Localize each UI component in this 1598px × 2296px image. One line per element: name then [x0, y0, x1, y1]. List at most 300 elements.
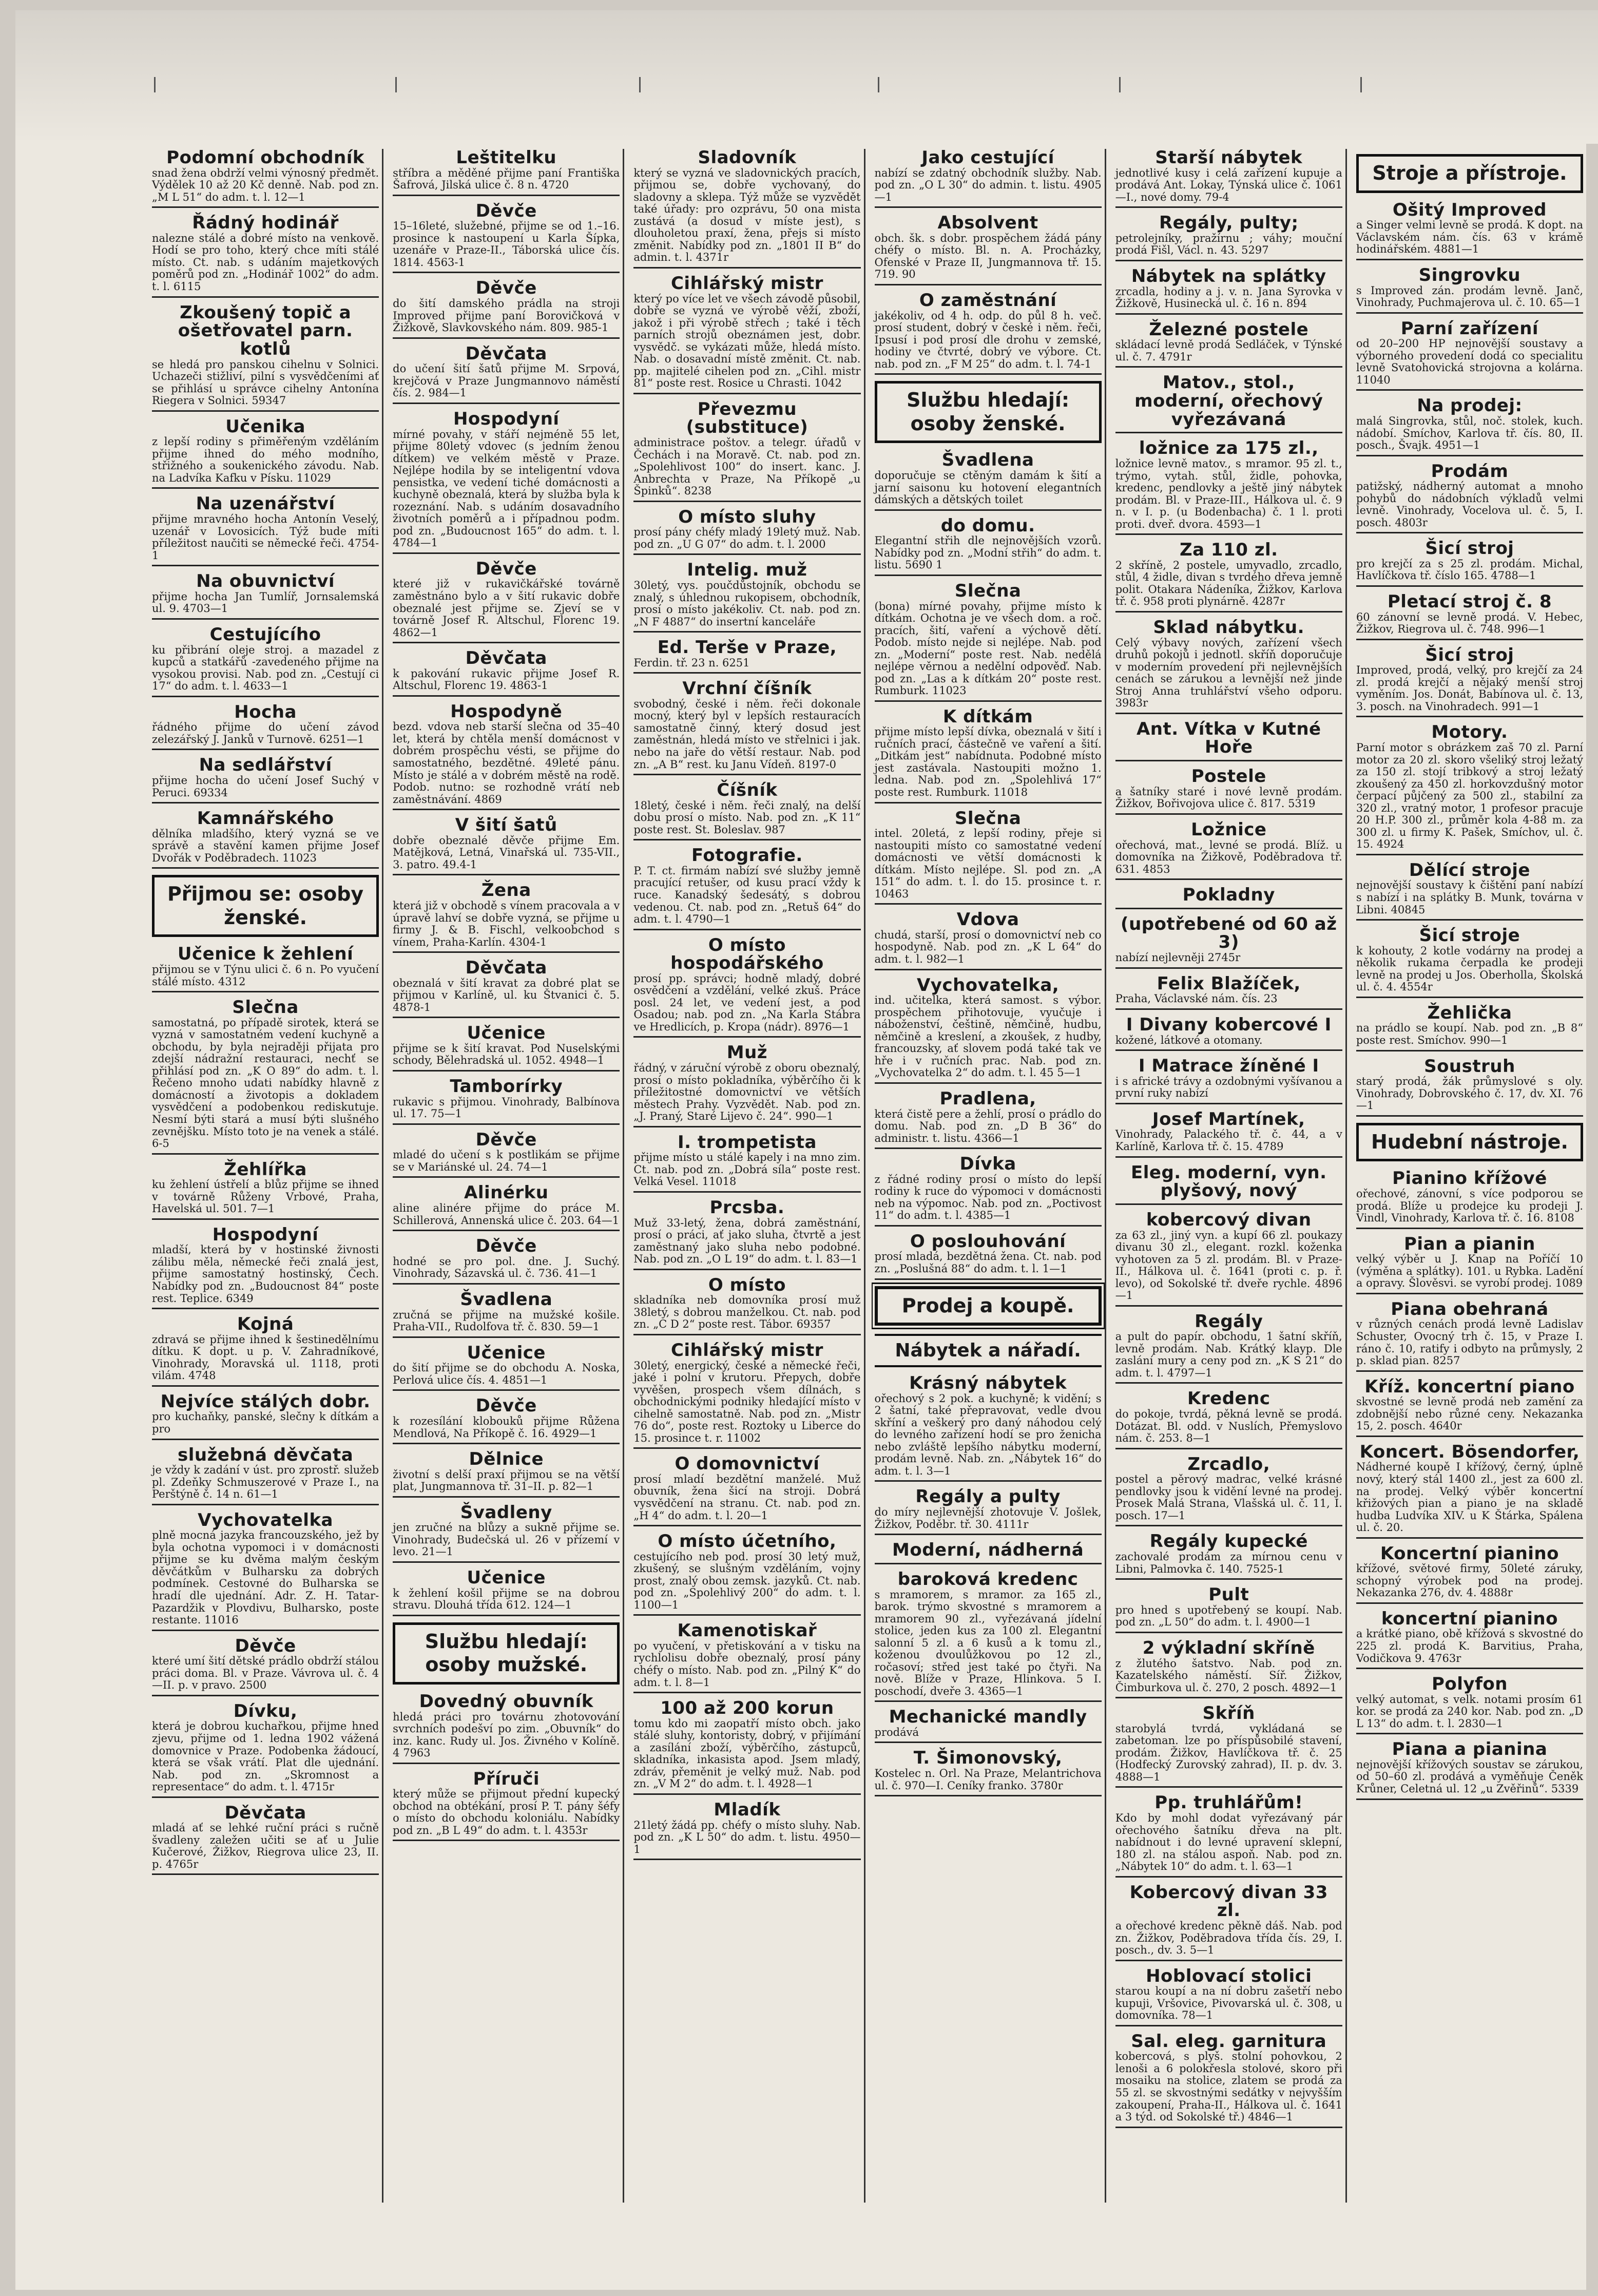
ad-text: malá Singrovka, stůl, noč. stolek, kuch. nádobí. Smíchov, Karlova tř. čís. 80, II. posch., Švajk. 4951—1	[1356, 414, 1584, 452]
ad-heading: Hospodyní	[212, 1224, 319, 1245]
ad-text: obeznalá v šití kravat za dobré plat se přijmou v Karlíně, ul. ku Štvanici č. 5. 4878-1	[393, 977, 620, 1013]
ad-heading: Postele	[1191, 766, 1266, 787]
classified-ad	[152, 495, 379, 566]
ad-text: po vyučení, v přetiskování a v tisku na rychlolisu dobře obeznalý, prosí pány chéfy o místo. Nab. pod zn. „Pilný K“ do adm. t. l. 8—1	[633, 1639, 861, 1689]
classified-ad	[393, 1397, 620, 1444]
column-6	[1353, 149, 1586, 2203]
ad-divider	[1356, 455, 1583, 456]
ad-heading: Kobercový divan 33 zl.	[1129, 1882, 1328, 1921]
classified-ad	[875, 1541, 1102, 1564]
classified-ad	[152, 626, 379, 697]
classified-ad	[152, 1161, 379, 1220]
ad-divider	[1356, 1370, 1583, 1372]
ad-divider	[152, 867, 379, 869]
ad-text: a krátké piano, obě křížová s skvostné do 225 zl. prodá K. Barvitius, Praha, Vodičkova 9. 4763r	[1356, 1628, 1584, 1664]
ad-divider	[875, 1082, 1102, 1084]
classified-ad	[1115, 768, 1342, 815]
classified-columns	[149, 149, 1586, 2203]
section-header-box: Hudební nástroje.	[1356, 1123, 1583, 1162]
ad-text: která čistě pere a žehlí, prosí o prádlo do domu. Nab. pod zn. „D B 36“ do administr. t. listu. 4366—1	[874, 1107, 1102, 1144]
ad-divider	[1115, 967, 1342, 969]
ad-divider	[1115, 713, 1342, 714]
classified-ad	[1115, 149, 1342, 208]
ad-divider	[393, 695, 620, 697]
classified-ad	[1115, 720, 1342, 761]
ad-divider	[1115, 260, 1342, 261]
classified-ad	[393, 345, 620, 404]
ad-heading: Kojná	[237, 1314, 294, 1335]
ad-heading: Singrovku	[1418, 264, 1521, 285]
ad-text: svobodný, české i něm. řeči dokonale mocný, který byl v lepších restauracích samostatně činný, který dosud jest zaměstnán, hledá místo ve střelnici i jak. nebo na jaře do větší restaur. Nab. pod zn. „A B“ rest. ku Janu Vídeň. 8197-0	[633, 697, 861, 771]
ad-divider	[1356, 639, 1583, 640]
classified-ad	[152, 418, 379, 489]
classified-ad	[152, 1804, 379, 1876]
ad-text: Elegantní střih dle nejnovějších vzorů. Nabídky pod zn. „Modní střih“ do adm. t. listu. 5690 1	[874, 534, 1102, 571]
ad-divider	[393, 1123, 620, 1125]
section-header-box: Prodej a koupě.	[875, 1286, 1102, 1326]
ad-divider	[875, 373, 1102, 375]
ad-heading: Nábytek na splátky	[1131, 265, 1326, 286]
ad-divider	[633, 1692, 860, 1693]
ad-heading: Regály a pulty	[915, 1486, 1061, 1507]
ad-heading: Cihlářský mistr	[670, 1340, 823, 1361]
ad-heading: Na uzenářství	[196, 493, 335, 514]
classified-ad	[393, 1131, 620, 1178]
ad-text: jen zručné na blůzy a sukně přijme se. Vinohrady, Budečská ul. 26 v přízemí v levo. 21—1	[393, 1521, 620, 1558]
section-banner: Nábytek a nářadí.	[875, 1334, 1102, 1367]
classified-ad	[1115, 1211, 1342, 1307]
classified-ad	[875, 1090, 1102, 1149]
classified-ad	[1115, 1390, 1342, 1449]
classified-ad	[152, 1226, 379, 1309]
ad-heading: O poslouhování	[910, 1231, 1066, 1252]
ad-heading: Žena	[481, 880, 531, 901]
ad-divider	[633, 501, 860, 502]
ad-heading: Koncert. Bösendorfer,	[1359, 1441, 1580, 1462]
ad-divider	[875, 969, 1102, 970]
ad-text: velký automat, s velk. notami prosím 61 kor. se prodá za 240 kor. Nab. pod zn. „D L 13“ do adm. t. l. 2830—1	[1356, 1693, 1584, 1730]
ad-text: intel. 20letá, z lepší rodiny, přeje si nastoupiti místo co samostatné vedení domácnosti ve větší domácnosti k dítkám. Místo nejlépe. Sl. pod zn. „A 151“ do adm. t. l. do 15. prosince t. r. 10463	[874, 827, 1102, 900]
ad-text: přijme se k šití kravat. Pod Nuselskými schody, Bělehradská ul. 1052. 4948—1	[393, 1042, 620, 1067]
ad-text: administrace poštov. a telegr. úřadů v Čechách i na Moravě. Ct. nab. pod zn. „Spolehlivost 100“ do insert. kanc. J. Anbrechta v Praze, Na Příkopě „u Špinků“. 8238	[633, 436, 861, 498]
ad-heading: Švadlena	[460, 1289, 553, 1310]
classified-ad	[393, 959, 620, 1018]
ad-divider	[393, 1840, 620, 1841]
ad-text: od 20–200 HP nejnovější soustavy a výborného provedení dodá co specialitu levně Svatohovická strojovna a kolárna. 11040	[1356, 337, 1584, 386]
classified-ad	[1356, 1170, 1583, 1229]
classified-ad	[1115, 886, 1342, 909]
classified-ad	[152, 945, 379, 992]
ad-heading: služebná děvčata	[178, 1444, 354, 1465]
ad-divider	[875, 1225, 1102, 1227]
classified-ad	[393, 1344, 620, 1391]
ad-text: jakékoliv, od 4 h. odp. do půl 8 h. več. prosí student, dobrý v české i něm. řeči, Ipsusí i pod prosí dle drohu v zemské, hodiny ve čtvrté, dobrý ve výbore. Ct. nab. pod zn. „F M 25“ do adm. t. l. 74-1	[874, 309, 1102, 370]
ad-text: křížové, světové firmy, 50leté záruky, schopný výrobek pod na prodej. Nekazanka 276, dv. 4. 4888r	[1356, 1562, 1584, 1599]
ad-text: ořechové, zánovní, s více podporou se prodá. Blíže u prodejce ku prodeji J. Vindl, Vinohrady, Karlova tř. č. 16. 8108	[1356, 1188, 1584, 1224]
ad-divider	[1356, 1115, 1583, 1117]
ad-divider	[1115, 1448, 1342, 1449]
ad-heading: Hospodyní	[453, 408, 560, 429]
classified-ad	[1115, 214, 1342, 261]
ad-divider	[152, 1504, 379, 1505]
classified-ad	[152, 1315, 379, 1387]
ad-text: a Singer velmi levně se prodá. K dopt. na Václavském nám. čís. 63 v krámě hodinářském. 4881—1	[1356, 219, 1584, 256]
ad-divider	[152, 296, 379, 298]
ad-heading: Sal. eleg. garnitura	[1131, 2031, 1327, 2052]
ad-divider	[1115, 1156, 1342, 1158]
ad-heading: Dělící stroje	[1409, 859, 1530, 881]
ad-divider	[152, 1218, 379, 1220]
ad-divider	[393, 951, 620, 953]
ad-heading: Kříž. koncertní piano	[1364, 1376, 1575, 1397]
ad-divider	[393, 1017, 620, 1018]
ad-text: Improved, prodá, velký, pro krejčí za 24 zl. prodá krejčí a nějaký menší stroj vyměním. Jos. Donát, Babínova ul. č. 13, 3. posch. na Vinohradech. 991—1	[1356, 664, 1584, 713]
ad-text: plně mocná jazyka francouzského, jež by byla ochotna vypomoci i v domácnosti přijme se ku dvěma malým českým děvčátkům v Bulharsku za dobrých podmínek. Cestovné do Bulharska se hradí dle ujednání. Adr. Z. H. Tatar-Pazardžik v Plovdivu, Bulharsko, poste restante. 11016	[152, 1529, 379, 1627]
ad-heading: Ed. Terše v Praze,	[657, 637, 837, 658]
ad-heading: Děvče	[475, 1129, 537, 1150]
ad-text: mladá ať se lehké ruční práci s ručně švadleny zaležen učiti se ať u Julie Kučerové, Žižkov, Riegrova ulice 23, II. p. 4765r	[152, 1822, 379, 1870]
classified-ad	[1115, 1057, 1342, 1104]
ad-text: Vinohrady, Palackého tř. č. 44, a v Karlíně, Karlova tř. č. 15. 4789	[1115, 1128, 1342, 1153]
ad-heading: Felix Blažíček,	[1157, 973, 1301, 994]
classified-ad	[875, 1374, 1102, 1482]
classified-ad	[633, 508, 860, 556]
ad-text: kobercová, s plyš. stolní pohovkou, 2 lenoši a 6 polokřesla stolové, skoro při mosaiku na stolice, zlatem se prodá za 55 zl. se skvostnými sedátky v nejvyšším zakoupení, Praha-II., Hálkova ul. č. 1641 a 3 týd. od Sokolské tř.) 4846—1	[1115, 2050, 1342, 2123]
classified-ad	[875, 582, 1102, 702]
ad-divider	[1115, 1786, 1342, 1788]
ad-heading: Děvčata	[465, 648, 547, 669]
ad-text: z žlutého šatstvo. Nab. pod zn. Kazatelského náměstí. Síř. Žižkov, Čimburkova ul. č. 270, 2 posch. 4892—1	[1115, 1657, 1342, 1694]
ad-heading: T. Šimonovský,	[913, 1748, 1063, 1769]
ad-text: Ferdin. tř. 23 n. 6251	[633, 656, 750, 669]
classified-ad	[393, 1078, 620, 1125]
ad-text: dobře obeznalé děvče přijme Em. Matějková, Letná, Vinařská ul. 735-VII., 3. patro. 49.4-1	[393, 834, 620, 871]
ad-divider	[1356, 1602, 1583, 1604]
ad-heading: Cestujícího	[209, 624, 321, 645]
ad-text: starobylá tvrdá, vykládaná se zabetoman. lze po příspůsobilé stavení, prodám. Žižkov, Havlíčkova tř. č. 25 (Hodfecký Zurovský zahrad), II. p. dv. 3. 4888—1	[1115, 1722, 1342, 1783]
classified-ad	[393, 1770, 620, 1842]
ad-heading: Ošitý Improved	[1392, 199, 1547, 220]
classified-ad	[393, 816, 620, 875]
classified-ad	[393, 1450, 620, 1498]
classified-ad	[1115, 1705, 1342, 1788]
classified-ad	[633, 847, 860, 930]
ad-divider	[393, 1496, 620, 1498]
classified-ad	[1356, 723, 1583, 855]
ad-divider	[393, 809, 620, 810]
ad-text: která je dobrou kuchařkou, přijme hned zjevu, přijme od 1. ledna 1902 vážená domovnice v Praze. Podobenka žádoucí, která se však vrátí. Plat dle ujednání. Nab. pod zn. „Skromnost a representace“ do adm. t. l. 4715r	[152, 1720, 379, 1793]
ad-text: (bona) mírné povahy, přijme místo k dítkám. Ochotna je ve všech dom. a roč. pracích, šití, vaření a výchově dětí. Podob. místo nejde si nejlépe. Nab. pod zn. „Moderní“ poste rest. Nab. nedělá nejlépe věrnou a nedělní odpověď. Nab. pod zn. „Las a k dítkám 20“ poste rest. Rumburk. 11023	[874, 600, 1102, 697]
classified-ad	[1356, 397, 1583, 456]
ad-text: aline alinére přijme do práce M. Schillerová, Annenská ulice č. 203. 64—1	[393, 1202, 620, 1227]
ad-heading: do domu.	[940, 515, 1035, 536]
ad-divider	[633, 672, 860, 674]
ad-text: P. T. ct. firmám nabízí své služby jemně pracující retušer, od kusu prací vždy k ruce. Kanadský šedesátý, s dobrou vedenou. Ct. nab. pod zn. „Retuš 64“ do adm. t. l. 4790—1	[633, 864, 861, 926]
classified-ad	[875, 1155, 1102, 1227]
ad-heading: 2 výkladní skříně	[1142, 1637, 1315, 1658]
classified-ad	[152, 1393, 379, 1440]
ad-divider	[152, 487, 379, 489]
ad-heading: Dělnice	[469, 1449, 544, 1470]
ad-heading: Řádný hodinář	[192, 213, 339, 234]
ad-divider	[393, 1176, 620, 1178]
ad-heading: Mechanické mandly	[889, 1707, 1087, 1728]
classified-ad	[874, 974, 1102, 1084]
ad-divider	[633, 1859, 860, 1860]
ad-heading: Vdova	[956, 909, 1019, 930]
ad-divider	[152, 1630, 379, 1631]
classified-ad	[1356, 266, 1583, 314]
ad-text: 30letý, vys. poučdůstojník, obchodu se znalý, s úhlednou rukopisem, obchodník, prosí o místo jakékoliv. Ct. nab. pod zn. „N F 4887“ do insertní kanceláře	[633, 579, 861, 628]
classified-ad	[152, 1511, 379, 1631]
ad-text: ku žehlení ústřelí a blůz přijme se ihned v továrně Růženy Vrbové, Praha, Havelská ul. 501. 7—1	[152, 1178, 379, 1215]
ad-divider	[1115, 2127, 1342, 2128]
ad-heading: O zaměstnání	[919, 290, 1057, 311]
ad-heading: 100 až 200 korun	[660, 1698, 834, 1719]
ad-heading: Pult	[1208, 1584, 1249, 1605]
ad-heading: Žehlička	[1427, 1002, 1512, 1023]
ad-divider	[393, 272, 620, 273]
ad-text: k žehlení košil přijme se na dobrou stravu. Dlouhá třída 612. 124—1	[393, 1586, 620, 1612]
ad-heading: Cihlářský mistr	[670, 273, 823, 294]
ad-text: z lepší rodiny s přiměřeným vzděláním přijme ihned do mého modního, střižného a soukenického závodu. Nab. na Ladvíka Kafku v Písku. 11029	[152, 435, 379, 484]
classified-ad	[1356, 320, 1583, 391]
ad-divider	[1115, 1960, 1342, 1961]
ad-divider	[1115, 1578, 1342, 1580]
ad-divider	[1115, 611, 1342, 613]
ad-text: rukavic s přijmou. Vinohrady, Balbínova ul. 17. 75—1	[393, 1095, 620, 1120]
classified-ad	[393, 649, 620, 697]
ad-heading: Motory.	[1431, 722, 1508, 743]
classified-ad	[393, 1693, 620, 1764]
ad-heading: Zkoušený topič a ošetřovatel parn. kotlů	[178, 302, 353, 359]
classified-ad	[1115, 975, 1342, 1010]
ad-text: doporučuje se ctěným damám k šití a jarní saisonu ku hotovení elegantních dámských a dětských toilet	[874, 469, 1102, 506]
classified-ad	[1356, 463, 1583, 534]
ad-divider	[393, 1615, 620, 1616]
ad-heading: Prcsba.	[709, 1197, 785, 1218]
ad-text: a ořechové kredenc pěkně dáš. Nab. pod zn. Žižkov, Poděbradova třída čís. 29, I. posch., dv. 3. 5—1	[1115, 1919, 1342, 1957]
ad-divider	[393, 195, 620, 196]
ad-text: prodává	[874, 1726, 919, 1738]
ad-divider	[875, 509, 1102, 511]
ad-text: hodné se pro pol. dne. J. Suchý. Vinohrady, Sázavská ul. č. 736. 41—1	[393, 1255, 620, 1280]
classified-ad	[393, 410, 620, 554]
classified-ad	[633, 149, 860, 269]
ad-text: hledá práci pro továrnu zhotovování svrchních podešví po zim. „Obuvník“ do inz. kanc. Rudy ul. Jos. Živného v Kolíně. 4 7963	[393, 1710, 620, 1759]
ad-heading: Příruči	[473, 1768, 540, 1789]
ad-divider	[875, 1147, 1102, 1149]
ad-text: a šatníky staré i nové levně prodám. Žižkov, Bořivojova ulice č. 817. 5319	[1115, 785, 1342, 810]
ad-heading: Žehlířka	[224, 1159, 307, 1180]
ad-text: jednotlivé kusy i celá zařízení kupuje a prodává Ant. Lokay, Týnská ulice č. 1061—I., nové domy. 79-4	[1115, 166, 1342, 203]
ad-heading: Regály kupecké	[1149, 1531, 1308, 1552]
classified-ad	[393, 202, 620, 274]
classified-ad	[152, 1702, 379, 1798]
ad-text: do šití damského prádla na stroji Improved přijme paní Borovičková v Žižkově, Slavkovského nám. 809. 985-1	[393, 297, 620, 334]
ad-heading: Intelig. muž	[687, 560, 807, 581]
ad-heading: Švadleny	[460, 1502, 552, 1523]
ad-divider	[1115, 1876, 1342, 1878]
classified-ad	[1356, 1740, 1583, 1800]
ad-heading: Eleg. moderní, vyn. plyšový, nový	[1131, 1162, 1327, 1201]
ad-divider	[875, 284, 1102, 285]
ad-divider	[152, 1439, 379, 1440]
ad-heading: Děvče	[475, 558, 537, 579]
classified-ad	[1115, 1639, 1342, 1698]
ad-text: 60 zánovní se levně prodá. V. Hebec, Žižkov, Riegrova ul. č. 748. 996—1	[1356, 610, 1584, 636]
ad-text: zachovalé prodám za mírnou cenu v Libni, Palmovka č. 140. 7525-1	[1115, 1551, 1342, 1575]
classified-ad	[1356, 1675, 1583, 1734]
ad-divider	[633, 1036, 860, 1038]
ad-divider	[633, 393, 860, 394]
ad-heading: Učenika	[225, 416, 305, 437]
ad-divider	[152, 1796, 379, 1798]
section-header-box: Službu hledají: osoby mužské.	[393, 1622, 620, 1685]
classified-ad	[1356, 1300, 1583, 1372]
ad-divider	[393, 552, 620, 554]
ad-divider	[1356, 1537, 1583, 1539]
ad-divider	[1356, 1293, 1583, 1294]
ad-text: Kdo by mohl dodat vyřezávaný pár ořechového šatníku dřeva na plt. nabídnout i do levné upravení sklepní, 180 zl. na stálou aspoň. Nab. pod zn. „Nábytek 10“ do adm. t. l. 63—1	[1115, 1812, 1342, 1873]
ad-divider	[152, 618, 379, 620]
ad-divider	[633, 631, 860, 633]
ad-heading: Na sedlářství	[199, 755, 332, 776]
ad-divider	[633, 1614, 860, 1616]
ad-heading: O místo účetního,	[658, 1531, 837, 1552]
ad-divider	[1356, 259, 1583, 260]
ad-heading: Kredenc	[1187, 1388, 1270, 1409]
ad-divider	[1115, 2025, 1342, 2026]
classified-ad	[393, 1237, 620, 1285]
ad-text: do učení šití šatů přijme M. Srpová, krejčová v Praze Jungmannovo náměstí čís. 2. 984—1	[393, 362, 620, 399]
ad-text: a pult do papír. obchodu, 1 šatní skříň, levně prodám. Nab. Krátký klayp. Dle zaslání mury a ceny pod zn. „K S 21“ do adm. t. l. 4797—1	[1115, 1330, 1342, 1379]
ad-heading: Krásný nábytek	[909, 1373, 1067, 1394]
ad-divider	[1115, 206, 1342, 208]
ad-heading: koncertní pianino	[1381, 1608, 1558, 1629]
ad-text: Nádherné koupě I křížový, černý, úplně nový, který stál 1400 zl., jest za 600 zl. na prodej. Velký výběr koncertní křižových pian a piano je na skladě hudba Ludvíka XIV. u K Štárka, Spálena ul. č. 20.	[1356, 1461, 1584, 1534]
ad-text: 30letý, energický, české a německé řeči, jaké i polní v krutoru. Přepych, dobře vyvěšen, prospech všem dílnách, s obchodnickými podniky hledající místo v cihelně samostatně. Nab. pod zn. „Mistr 76 do“, poste rest. Roztoky u Liberce do 15. prosince t. r. 11002	[633, 1359, 861, 1444]
ad-heading: Učenice	[467, 1342, 546, 1363]
ad-divider	[152, 1308, 379, 1309]
ad-divider	[633, 553, 860, 555]
ad-heading: Piana obehraná	[1391, 1298, 1549, 1319]
column-4	[872, 149, 1106, 2203]
classified-ad	[1115, 1586, 1342, 1633]
ad-heading: Podomní obchodník	[166, 149, 364, 168]
ad-divider	[633, 929, 860, 930]
ad-heading: Děvče	[475, 1395, 537, 1417]
ad-text: do pokoje, tvrdá, pěkná levně se prodá. Dotázat. Bl. odd. v Nuslích, Přemyslovo nám. č. 253. 8—1	[1115, 1408, 1342, 1445]
ad-divider	[152, 1153, 379, 1155]
ad-divider	[633, 267, 860, 269]
ad-heading: Děvče	[475, 278, 537, 299]
ad-text: tomu kdo mi zaopatří místo obch. jako stálé sluhy, kontoristy, dobrý, v přijímání a zasílání zboží, výběrčího, zástupců, skladníka, inkasista apod. Jsem mladý, zdráv, přeměnit je velký muž. Nab. pod zn. „V M 2“ do adm. t. l. 4928—1	[633, 1717, 861, 1790]
ad-divider	[633, 1126, 860, 1127]
ad-text: s Improved zán. prodám levně. Janč, Vinohrady, Puchmajerova ul. č. 10. 65—1	[1356, 284, 1584, 309]
classified-ad	[1356, 201, 1583, 260]
ad-divider	[1356, 1050, 1583, 1051]
ad-heading: Slečna	[954, 808, 1022, 829]
column-2	[390, 149, 624, 2203]
ad-heading: Děvče	[235, 1635, 296, 1656]
ad-heading: Pianino křížové	[1392, 1168, 1547, 1189]
ad-heading: Děvčata	[224, 1802, 306, 1823]
ad-divider	[875, 1742, 1102, 1743]
ad-divider	[1356, 1798, 1583, 1800]
ad-heading: O místo sluhy	[678, 506, 816, 527]
classified-ad	[393, 1184, 620, 1231]
column-tick-marks	[149, 77, 1586, 98]
ad-text: patižský, nádherný automat a mnoho pohybů do nádobních výkladů velmi levně. Vinohrady, Vocelova ul. č. 5, I. posch. 4803r	[1356, 480, 1584, 529]
ad-text: životní s delší praxí přijmou se na větší plat, Jungmannova tř. 31–II. p. 82—1	[393, 1468, 620, 1493]
ad-heading: Dovedný obuvník	[419, 1691, 593, 1712]
ad-heading: Polyfon	[1431, 1674, 1508, 1695]
ad-divider	[1115, 432, 1342, 433]
ad-divider	[152, 991, 379, 992]
ad-heading: Vychovatelka,	[916, 974, 1060, 996]
ad-heading: Na obuvnictví	[196, 571, 335, 592]
ad-text: řádný, v záruční výrobě z oboru obeznalý, prosí o místo pokladníka, výběrčího či k příležitostné domovnictví ve větších městech Prahy. Vyzvědět. Nab. pod zn. „J. Praný, Staré Lijevo č. 24“. 990—1	[633, 1062, 861, 1123]
ad-heading: Pp. truhlářům!	[1154, 1792, 1303, 1813]
ad-heading: Nejvíce stálých dobr.	[160, 1391, 371, 1412]
ad-divider	[393, 1389, 620, 1391]
column-3	[630, 149, 865, 2203]
ad-text: 18letý, české i něm. řeči znalý, na delší dobu prosí o místo. Nab. pod zn. „K 11“ poste rest. St. Boleslav. 987	[633, 799, 861, 836]
ad-heading: Pradlena,	[939, 1088, 1036, 1109]
ad-heading: Koncertní pianino	[1380, 1543, 1559, 1564]
ad-text: se hledá pro panskou cihelnu v Solnici. Uchazeči stižliví, pilní s vysvědčeními ať se přihlásí u správce cihelny Antonína Riegera v Solnici. 59347	[152, 358, 379, 407]
ad-text: přijme místo lepší dívka, obeznalá v šití i ručních prací, částečně ve vaření a šití. „Ditkám jest“ nabídnuta. Podobné místo jest zastávala. Nastoupiti možno 1. ledna. Nab. pod zn. „Spolehlivá 17“ poste rest. Rumburk. 11018	[874, 725, 1102, 798]
classified-ad	[875, 1749, 1102, 1796]
classified-ad	[152, 703, 379, 751]
ad-heading: Hoblovací stolici	[1146, 1965, 1312, 1986]
ad-text: mladé do učení s k postlikám se přijme se v Mariánské ul. 24. 74—1	[393, 1149, 620, 1173]
ad-heading: Slečna	[954, 580, 1022, 601]
ad-divider	[152, 802, 379, 803]
ad-text: dělníka mladšího, který vyzná se ve správě a stavění kamen přijme Josef Dvořák v Poděbradech. 11023	[152, 827, 379, 864]
classified-ad	[393, 149, 620, 196]
ad-heading: Hospodyně	[450, 701, 563, 722]
ad-text: zrcadla, hodiny a j. v. n. Jana Syrovka v Žižkově, Husinecká ul. č. 16 n. 894	[1115, 285, 1342, 310]
ad-text: prosí mladí bezdětní manželé. Muž obuvník, žena šicí na stroji. Dobrá vysvědčení na stranu. Ct. nab. pod zn. „H 4“ do adm. t. l. 20—1	[633, 1472, 861, 1522]
classified-ad	[152, 149, 379, 208]
ad-text: snad žena obdrží velmi výnosný předmět. Výdělek 10 až 20 Kč denně. Nab. pod zn. „M L 51“ do adm. t. l. 12—1	[152, 166, 379, 203]
classified-ad	[1115, 1313, 1342, 1384]
ad-divider	[1115, 908, 1342, 909]
ad-text: prosí pp. správci; hodně mladý, dobré osvědčení a vzdělání, velké zkuš. Práce posl. 24 let, ve vedení jest, a pod Osadou; nab. pod zn. „Na Karla Stábra ve Hredlicích, p. Kropa (nádr). 8976—1	[633, 972, 861, 1033]
section-header-box: Přijmou se: osoby ženské.	[152, 875, 379, 937]
ad-heading: Parní zařízení	[1400, 318, 1539, 339]
ad-heading: Železné postele	[1149, 319, 1309, 340]
ad-divider	[152, 749, 379, 750]
classified-ad	[874, 1568, 1102, 1702]
ad-heading: Skříň	[1202, 1703, 1255, 1724]
ad-text: pro kuchaňky, panské, slečny k dítkám a pro	[152, 1410, 379, 1435]
ad-text: skladníka neb domovníka prosí muž 38letý, s dobrou manželkou. Ct. nab. pod zn. „C D 2“ poste rest. Tábor. 69357	[633, 1294, 861, 1331]
classified-ad	[633, 1134, 860, 1193]
ad-divider	[152, 1385, 379, 1387]
ad-divider	[152, 206, 379, 208]
classified-ad	[1356, 1058, 1583, 1117]
ad-text: na prádlo se koupí. Nab. pod zn. „B 8“ poste rest. Smíchov. 990—1	[1356, 1022, 1584, 1046]
classified-ad	[1115, 1108, 1342, 1158]
ad-text: mírné povahy, v stáří nejméně 55 let, přijme 80letý vdovec (s jedním ženou dítkem) ve velkém městě v Praze. Nejlépe hodila by se inteligentní vdova pensistka, ve vedení tiché domácnosti a kuchyně obeznalá, která by služba byla k rozeznání. Nab. s udáním dosavadního životních poměrů a i případnou podm. pod zn. „Budoucnost 165“ do adm. t. l. 4784—1	[393, 428, 620, 549]
ad-divider	[393, 1283, 620, 1285]
classified-ad	[633, 561, 860, 633]
ad-heading: Dívka	[959, 1154, 1016, 1175]
ad-heading: Vrchní číšník	[682, 678, 812, 699]
